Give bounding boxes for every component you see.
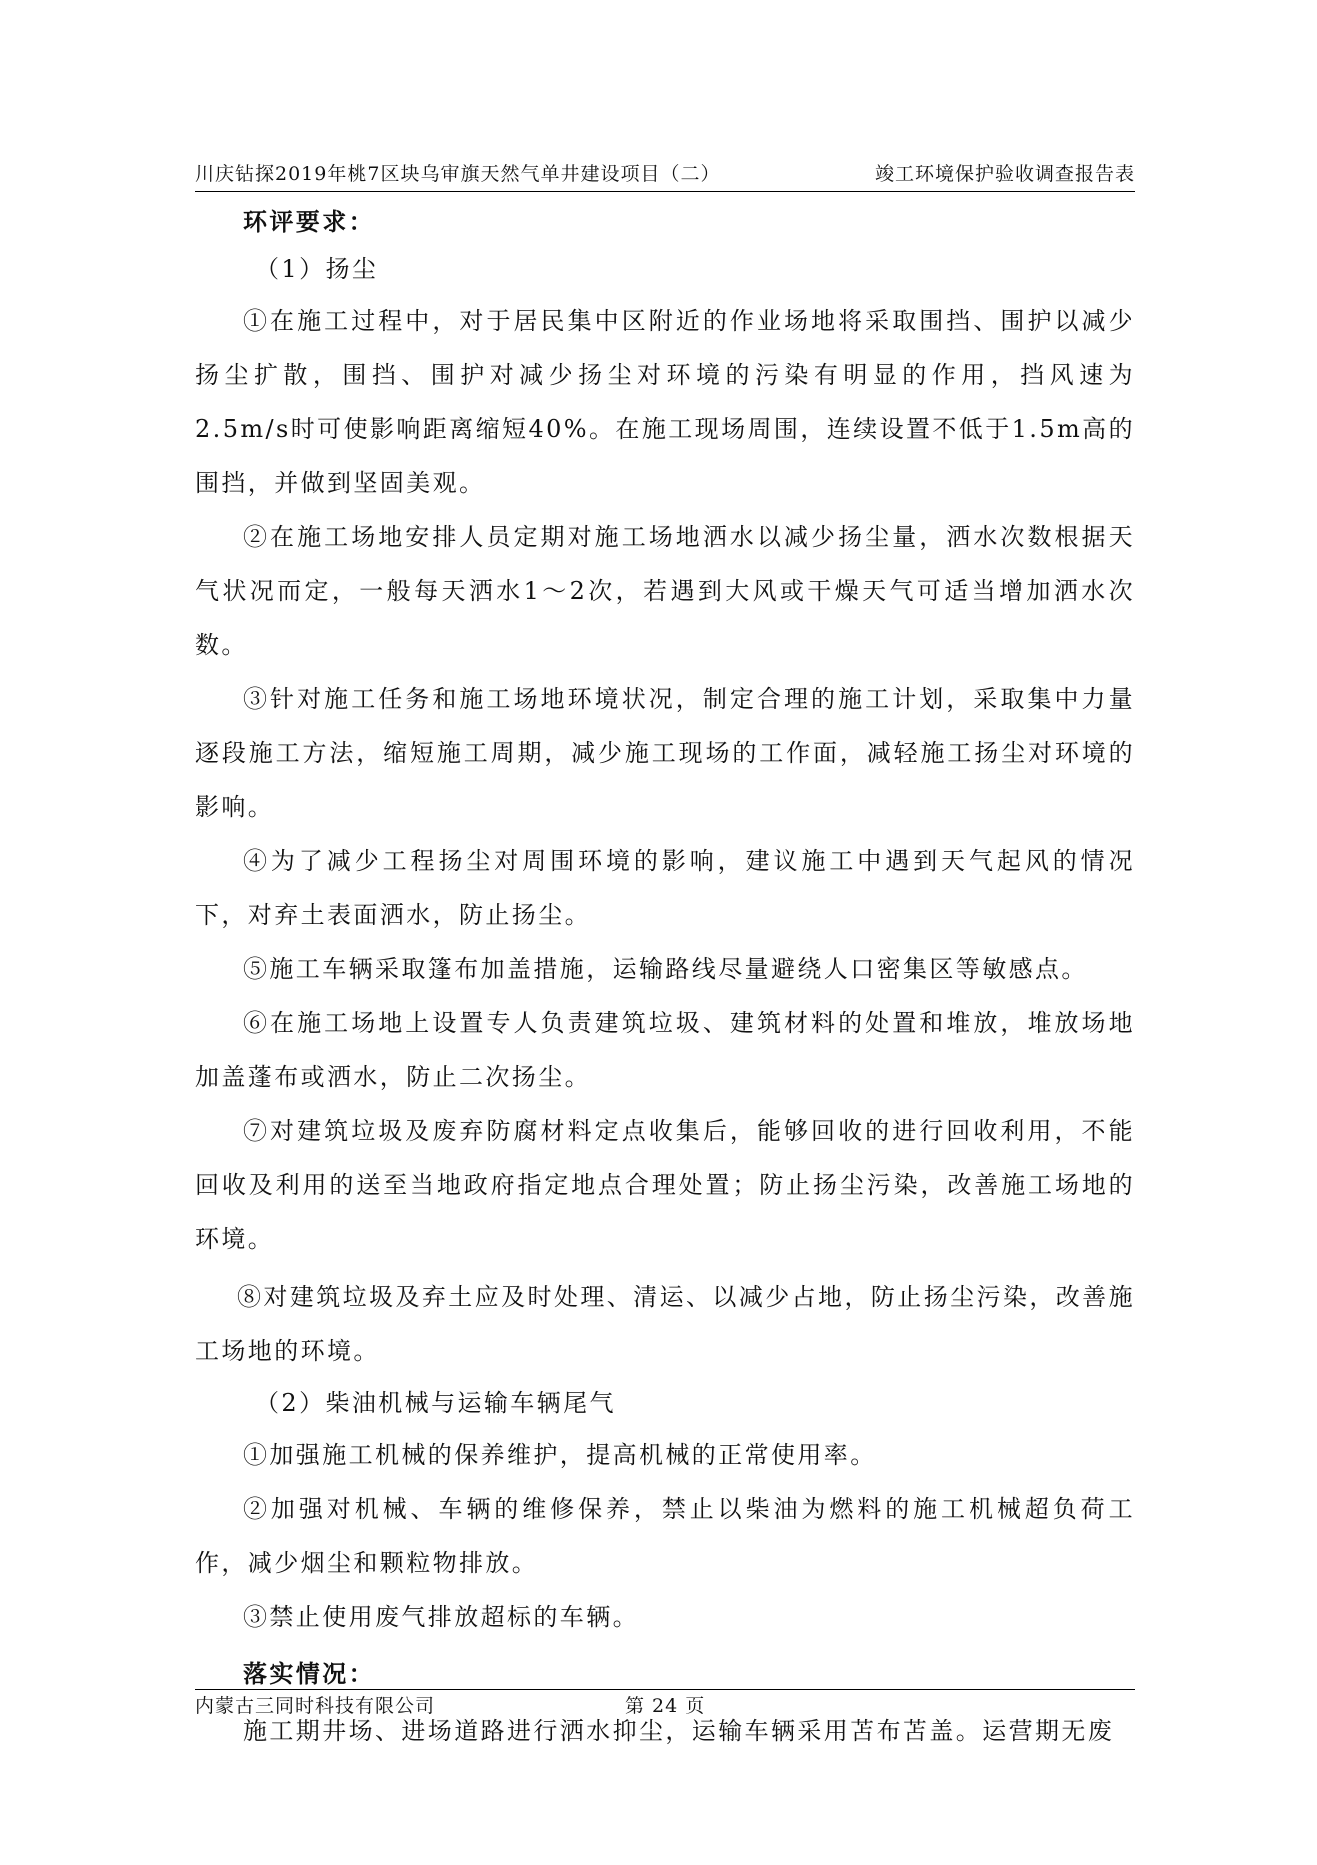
dust-item-1: ①在施工过程中，对于居民集中区附近的作业场地将采取围挡、围护以减少扬尘扩散，围挡、围护对减少扬尘对环境的污染有明显的作用，挡风速为2.5m/s时可使影响距离缩短40%。在施工现场周围，连续设置不低于1.5m高的围挡，并做到坚固美观。 [195,307,1135,497]
dust-heading: （1）扬尘 [255,255,379,283]
footer-divider [195,1689,1135,1690]
dust-item-4: ④为了减少工程扬尘对周围环境的影响，建议施工中遇到天气起风的情况下，对弃土表面洒水，防止扬尘。 [195,847,1135,929]
exhaust-item-1: ①加强施工机械的保养维护，提高机械的正常使用率。 [243,1441,877,1469]
header-project-title: 川庆钻探2019年桃7区块乌审旗天然气单井建设项目（二） [195,163,721,185]
dust-item-8: ⑧对建筑垃圾及弃土应及时处理、清运、以减少占地，防止扬尘污染，改善施工场地的环境。 [195,1283,1135,1365]
dust-item-7: ⑦对建筑垃圾及废弃防腐材料定点收集后，能够回收的进行回收利用，不能回收及利用的送至当地政府指定地点合理处置；防止扬尘污染，改善施工场地的环境。 [195,1117,1135,1253]
implementation-title: 落实情况： [243,1659,375,1688]
footer-company: 内蒙古三同时科技有限公司 [195,1695,436,1717]
exhaust-item-2: ②加强对机械、车辆的维修保养，禁止以柴油为燃料的施工机械超负荷工作，减少烟尘和颗粒物排放。 [195,1495,1135,1577]
dust-item-6: ⑥在施工场地上设置专人负责建筑垃圾、建筑材料的处置和堆放，堆放场地加盖蓬布或洒水，防止二次扬尘。 [195,1009,1135,1091]
running-header [195,162,1135,186]
footer-page-number: 第 24 页 [625,1695,706,1717]
exhaust-heading: （2）柴油机械与运输车辆尾气 [255,1389,616,1417]
implementation-text: 施工期井场、进场道路进行洒水抑尘，运输车辆采用苫布苫盖。运营期无废 [243,1717,1115,1745]
header-report-type: 竣工环境保护验收调查报告表 [874,163,1135,185]
exhaust-item-3: ③禁止使用废气排放超标的车辆。 [243,1603,639,1631]
requirements-title: 环评要求： [243,207,375,236]
page-body [195,200,1135,1758]
header-divider [195,191,1135,192]
dust-item-3: ③针对施工任务和施工场地环境状况，制定合理的施工计划，采取集中力量逐段施工方法，缩短施工周期，减少施工现场的工作面，减轻施工扬尘对环境的影响。 [195,685,1135,821]
dust-item-2: ②在施工场地安排人员定期对施工场地洒水以减少扬尘量，洒水次数根据天气状况而定，一般每天洒水1～2次，若遇到大风或干燥天气可适当增加洒水次数。 [195,523,1135,659]
dust-item-5: ⑤施工车辆采取篷布加盖措施，运输路线尽量避绕人口密集区等敏感点。 [243,955,1088,983]
